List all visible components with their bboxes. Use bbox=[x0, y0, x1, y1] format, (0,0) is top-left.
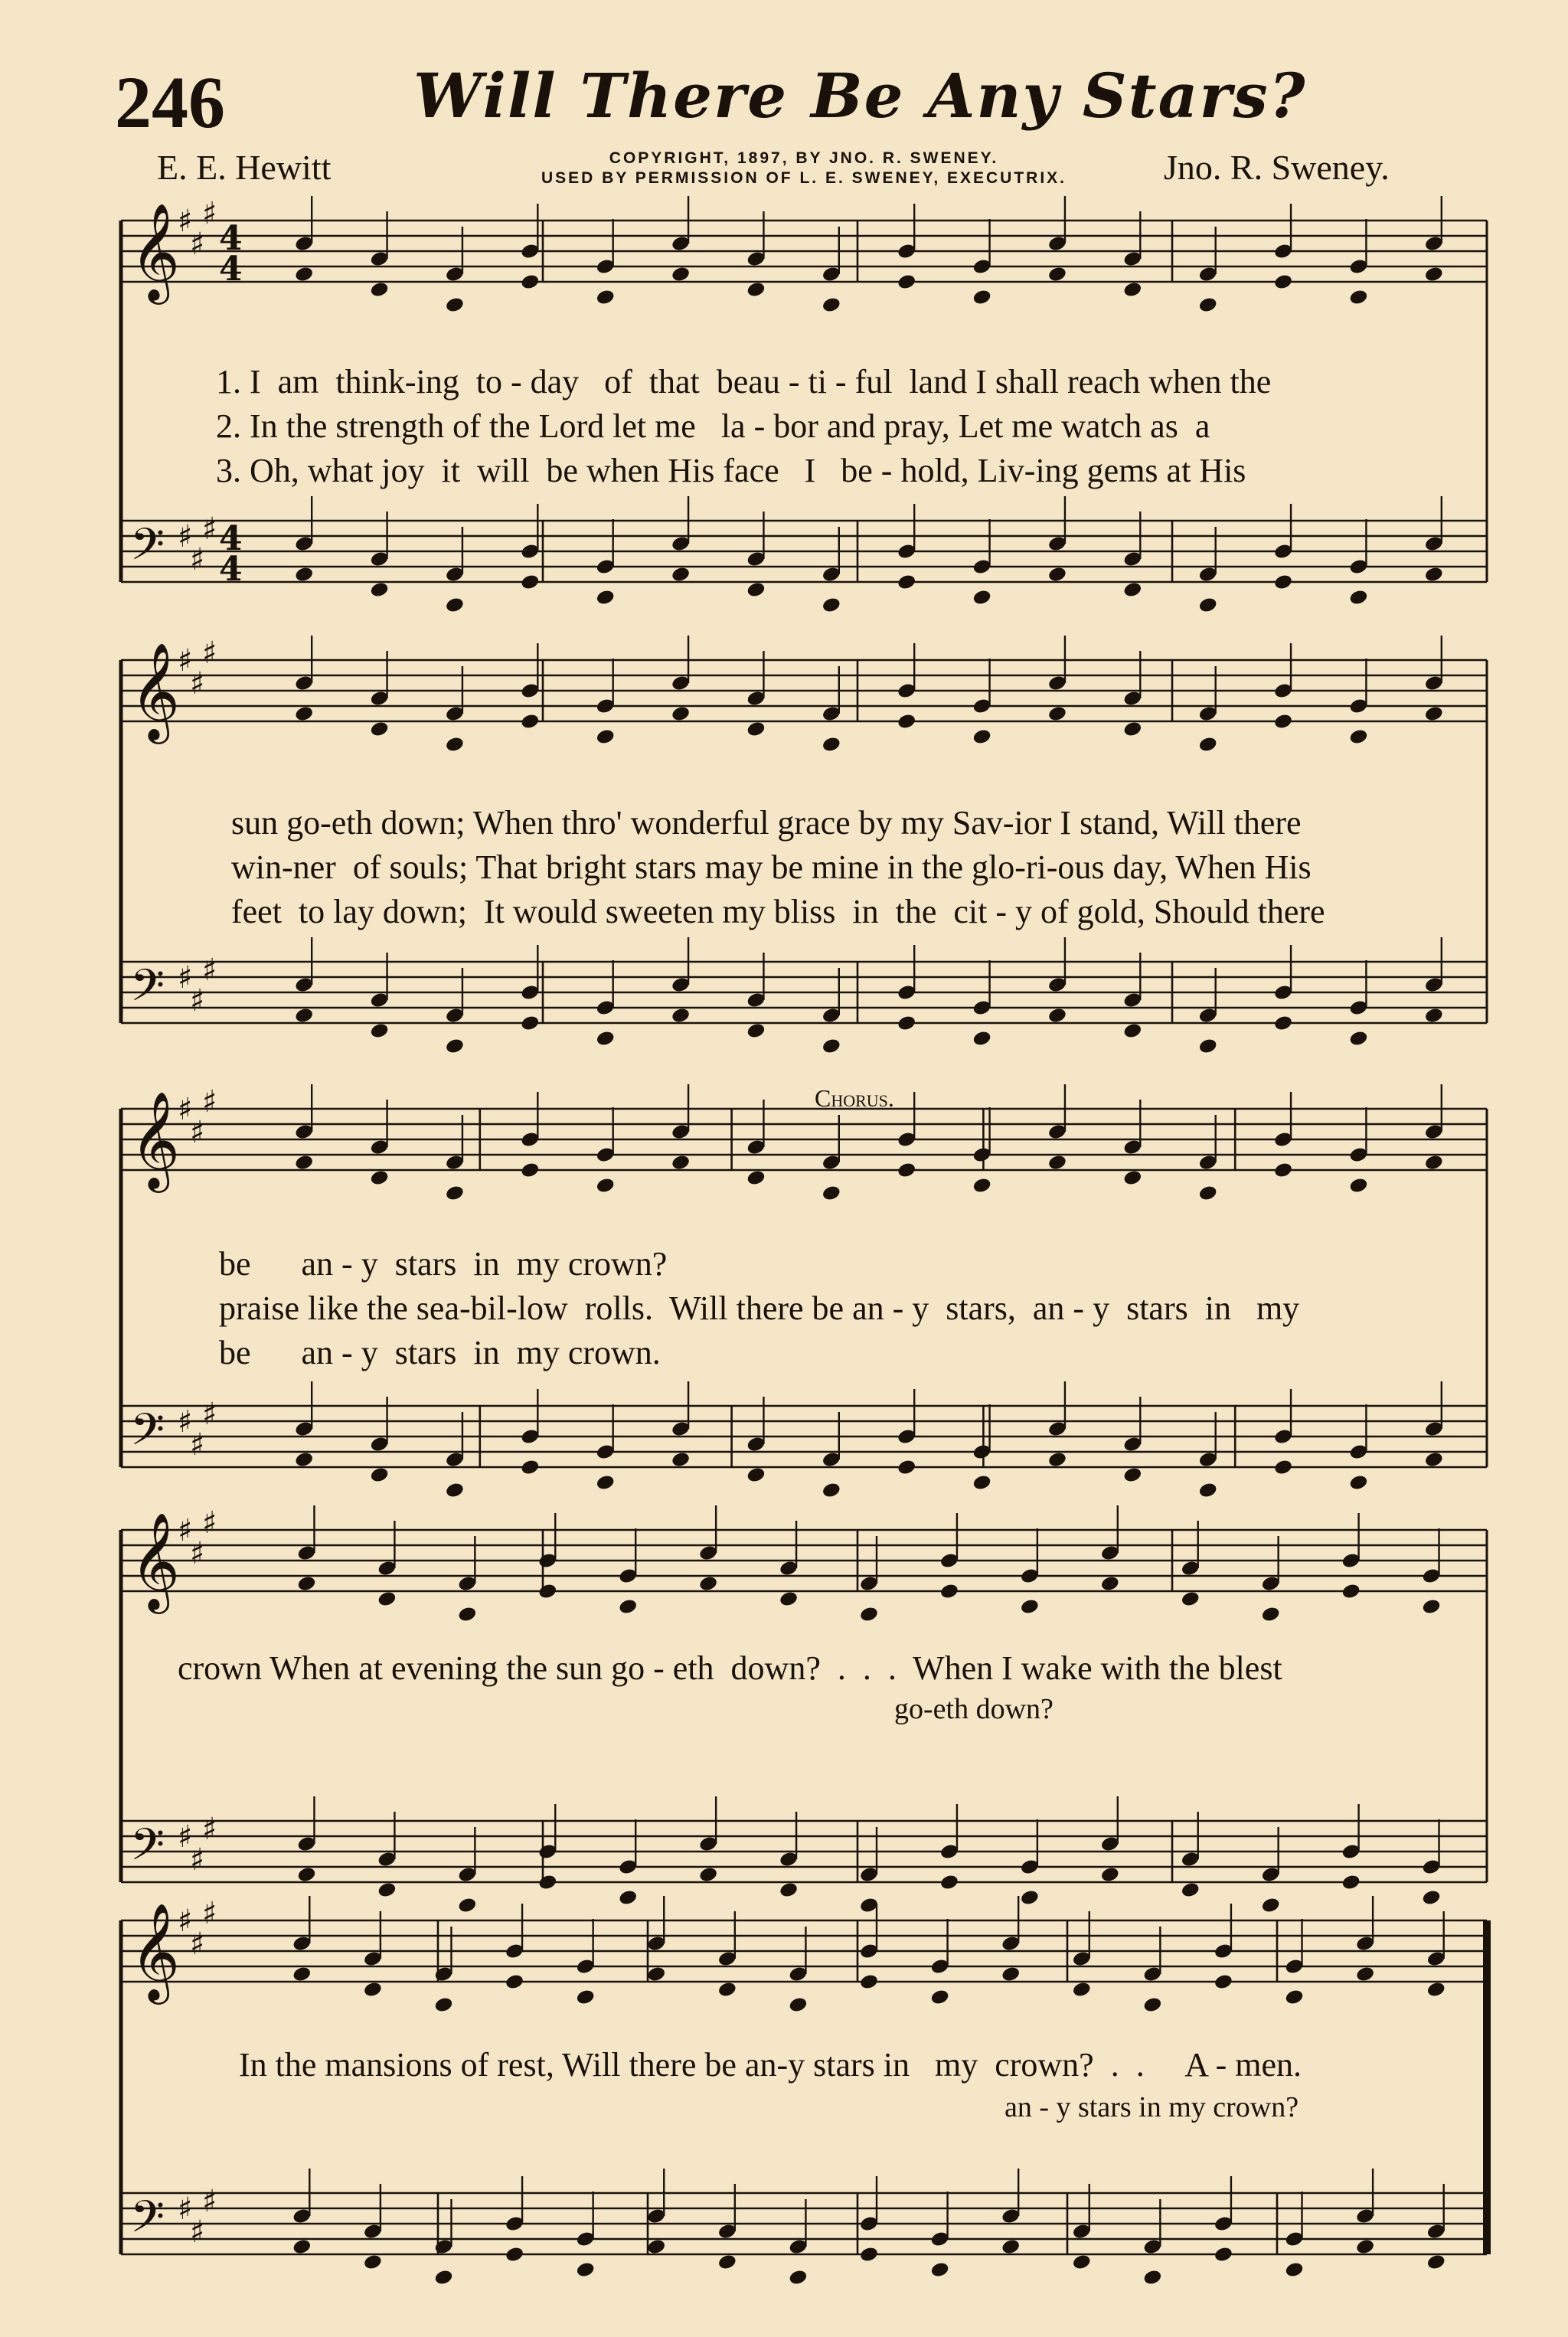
system-5-bass-notehead bbox=[717, 2254, 737, 2271]
system-2-treble-notehead bbox=[1198, 736, 1218, 753]
sharp-sign: ♯ bbox=[190, 1115, 205, 1150]
system-5-bass-notehead bbox=[1001, 2238, 1021, 2256]
system-3-treble-notehead bbox=[972, 1177, 991, 1195]
system-5-bass-notehead bbox=[859, 2246, 879, 2263]
verse-2-line-1: 2. In the strength of the Lord let me la - bor and pray, Let me watch as a bbox=[216, 407, 1210, 445]
system-1-bass-notehead bbox=[294, 566, 314, 583]
system-1-treble-notehead bbox=[520, 273, 540, 291]
system-5-treble-notehead bbox=[433, 1996, 453, 2014]
system-5-treble-notehead bbox=[576, 1989, 596, 2006]
lyricist: E. E. Hewitt bbox=[157, 148, 332, 187]
chorus-line-2: In the mansions of rest, Will there be an-y stars in my crown? . . A - men. bbox=[239, 2046, 1302, 2084]
verse-2-line-3: praise like the sea-bil-low rolls. Will there be an - y stars, an - y stars in my bbox=[219, 1289, 1300, 1327]
system-4-treble-clef: 𝄞 bbox=[130, 1512, 181, 1610]
system-4-treble-notehead bbox=[779, 1590, 799, 1608]
sharp-sign: ♯ bbox=[178, 1513, 193, 1548]
system-4-bass-notehead bbox=[537, 1874, 557, 1891]
sharp-sign: ♯ bbox=[202, 1397, 217, 1432]
system-5-treble-notehead bbox=[363, 1981, 383, 1999]
system-3-bass-notehead bbox=[1348, 1474, 1368, 1492]
chorus-alt-lyric-1: go-eth down? bbox=[894, 1693, 1054, 1725]
system-3-bass-notehead bbox=[1424, 1451, 1444, 1469]
system-3-treble-notehead bbox=[746, 1169, 766, 1187]
system-5-treble-notehead bbox=[1001, 1966, 1021, 1983]
system-1-treble-notehead bbox=[1122, 281, 1142, 299]
system-4-treble-notehead bbox=[1100, 1575, 1120, 1593]
system-4-treble-notehead bbox=[1421, 1598, 1441, 1616]
system-5-treble-clef: 𝄞 bbox=[130, 1902, 181, 2000]
system-5-bass-notehead bbox=[1142, 2269, 1162, 2286]
system-3-bass-notehead bbox=[596, 1474, 616, 1492]
system-2-bass-notehead bbox=[1273, 1015, 1293, 1032]
sharp-sign: ♯ bbox=[202, 636, 217, 671]
time-signature: 4 bbox=[219, 519, 243, 558]
system-2-bass-notehead bbox=[1348, 1030, 1368, 1048]
sharp-sign: ♯ bbox=[202, 196, 217, 231]
system-2-bass-notehead bbox=[897, 1015, 916, 1032]
system-3-bass-notehead bbox=[746, 1466, 766, 1484]
system-4-bass-notehead bbox=[939, 1874, 959, 1891]
hymn-title: Will There Be Any Stars? bbox=[413, 60, 1307, 132]
system-1-bass-notehead bbox=[746, 581, 766, 599]
system-1-bass-notehead bbox=[822, 597, 841, 614]
system-4-treble-notehead bbox=[859, 1606, 879, 1623]
system-1-bass-notehead bbox=[1424, 566, 1444, 583]
system-3-treble-notehead bbox=[822, 1185, 841, 1202]
system-1-treble-notehead bbox=[1273, 273, 1293, 291]
sharp-sign: ♯ bbox=[178, 960, 193, 995]
system-4-bass-notehead bbox=[377, 1881, 397, 1899]
system-1-treble-notehead bbox=[972, 289, 991, 306]
time-signature: 4 bbox=[219, 550, 243, 589]
system-3-bass-notehead bbox=[1273, 1459, 1293, 1476]
system-2-treble-notehead bbox=[972, 728, 991, 746]
sharp-sign: ♯ bbox=[178, 1092, 193, 1127]
system-3-treble-notehead bbox=[520, 1162, 540, 1179]
system-1-treble-notehead bbox=[1047, 266, 1067, 283]
sharp-sign: ♯ bbox=[178, 2192, 193, 2227]
system-2-treble-notehead bbox=[1348, 728, 1368, 746]
system-4-bass-notehead bbox=[296, 1866, 316, 1884]
system-1-bass-notehead bbox=[1273, 574, 1293, 591]
system-2-treble-notehead bbox=[596, 728, 616, 746]
system-3-treble-clef: 𝄞 bbox=[130, 1090, 181, 1188]
system-4-treble-notehead bbox=[296, 1575, 316, 1593]
chorus-label: Chorus. bbox=[815, 1084, 894, 1112]
verse-2-line-2: win-ner of souls; That bright stars may be mine in the glo-ri-ous day, When His bbox=[231, 848, 1312, 886]
system-3-bass-notehead bbox=[671, 1451, 691, 1469]
system-1-treble-notehead bbox=[1198, 296, 1218, 314]
system-2-treble-notehead bbox=[369, 721, 389, 738]
system-3-bass-notehead bbox=[897, 1459, 916, 1476]
system-5-treble-notehead bbox=[1355, 1966, 1375, 1983]
system-5-bass-notehead bbox=[646, 2238, 666, 2256]
system-4-bass-notehead bbox=[1100, 1866, 1120, 1884]
sharp-sign: ♯ bbox=[190, 227, 205, 262]
system-2-bass-notehead bbox=[445, 1038, 465, 1055]
sharp-sign: ♯ bbox=[190, 666, 205, 701]
system-4-treble-notehead bbox=[1181, 1590, 1200, 1608]
system-1-treble-notehead bbox=[369, 281, 389, 299]
system-5-bass-notehead bbox=[576, 2261, 596, 2279]
system-2-treble-notehead bbox=[746, 721, 766, 738]
time-signature: 4 bbox=[219, 250, 243, 289]
system-1-treble-notehead bbox=[596, 289, 616, 306]
system-2-bass-notehead bbox=[294, 1007, 314, 1025]
system-5-bass-notehead bbox=[363, 2254, 383, 2271]
system-1-treble-notehead bbox=[822, 296, 841, 314]
verse-1-line-3: be an - y stars in my crown? bbox=[219, 1245, 668, 1283]
system-5-treble-notehead bbox=[1072, 1981, 1092, 1999]
system-4-bass-notehead bbox=[1341, 1874, 1361, 1891]
system-3-treble-notehead bbox=[1047, 1154, 1067, 1172]
system-1-bass-notehead bbox=[520, 574, 540, 591]
system-4-treble-notehead bbox=[377, 1590, 397, 1608]
sharp-sign: ♯ bbox=[202, 1505, 217, 1541]
verse-3-line-3: be an - y stars in my crown. bbox=[219, 1334, 661, 1371]
system-1-treble-notehead bbox=[445, 296, 465, 314]
system-2-treble-clef: 𝄞 bbox=[130, 642, 181, 740]
system-1-treble-notehead bbox=[1424, 266, 1444, 283]
system-5-treble-notehead bbox=[1426, 1981, 1446, 1999]
system-4-treble-notehead bbox=[939, 1583, 959, 1600]
system-5-bass-notehead bbox=[505, 2246, 524, 2263]
system-2-bass-notehead bbox=[520, 1015, 540, 1032]
sharp-sign: ♯ bbox=[178, 204, 193, 239]
system-2-bass-notehead bbox=[596, 1030, 616, 1048]
system-2-bass-notehead bbox=[1122, 1022, 1142, 1040]
system-3-bass-notehead bbox=[445, 1482, 465, 1499]
sharp-sign: ♯ bbox=[202, 1084, 217, 1119]
system-5-treble-notehead bbox=[1214, 1973, 1233, 1991]
system-1-treble-notehead bbox=[897, 273, 916, 291]
system-3-treble-notehead bbox=[671, 1154, 691, 1172]
system-2-treble-notehead bbox=[520, 713, 540, 731]
system-5-bass-notehead bbox=[1355, 2238, 1375, 2256]
system-5-treble-notehead bbox=[1142, 1996, 1162, 2014]
system-3-bass-notehead bbox=[1047, 1451, 1067, 1469]
system-5-bass-clef: 𝄢 bbox=[130, 2191, 165, 2254]
system-2-bass-notehead bbox=[369, 1022, 389, 1040]
sharp-sign: ♯ bbox=[190, 1536, 205, 1571]
system-2-treble-notehead bbox=[671, 705, 691, 723]
system-2-bass-notehead bbox=[1047, 1007, 1067, 1025]
system-3-bass-notehead bbox=[1122, 1466, 1142, 1484]
system-1-bass-notehead bbox=[1047, 566, 1067, 583]
system-3-bass-notehead bbox=[294, 1451, 314, 1469]
sharp-sign: ♯ bbox=[202, 953, 217, 988]
system-3-treble-notehead bbox=[1198, 1185, 1218, 1202]
system-2-treble-notehead bbox=[1122, 721, 1142, 738]
system-4-treble-notehead bbox=[618, 1598, 638, 1616]
sharp-sign: ♯ bbox=[178, 1404, 193, 1440]
system-5-treble-notehead bbox=[505, 1973, 524, 1991]
sharp-sign: ♯ bbox=[202, 512, 217, 547]
system-4-bass-notehead bbox=[1181, 1881, 1200, 1899]
system-1-bass-notehead bbox=[445, 597, 465, 614]
system-3-bass-notehead bbox=[369, 1466, 389, 1484]
sharp-sign: ♯ bbox=[190, 1427, 205, 1463]
system-2-bass-notehead bbox=[1198, 1038, 1218, 1055]
system-2-bass-notehead bbox=[746, 1022, 766, 1040]
system-3-bass-clef: 𝄢 bbox=[130, 1404, 165, 1466]
system-1-bass-notehead bbox=[972, 589, 991, 606]
copyright-line: COPYRIGHT, 1897, BY JNO. R. SWENEY. bbox=[609, 149, 999, 167]
system-4-bass-clef: 𝄢 bbox=[130, 1819, 165, 1881]
system-1-bass-notehead bbox=[1348, 589, 1368, 606]
system-1-treble-notehead bbox=[1348, 289, 1368, 306]
time-signature: 4 bbox=[219, 219, 243, 258]
system-1-treble-notehead bbox=[671, 266, 691, 283]
system-1-bass-clef: 𝄢 bbox=[130, 518, 165, 581]
system-1-bass-notehead bbox=[1198, 597, 1218, 614]
system-3-treble-notehead bbox=[294, 1154, 314, 1172]
sharp-sign: ♯ bbox=[202, 1812, 217, 1847]
system-3-bass-notehead bbox=[520, 1459, 540, 1476]
system-5-bass-notehead bbox=[1426, 2254, 1446, 2271]
system-1-bass-notehead bbox=[897, 574, 916, 591]
system-4-treble-notehead bbox=[1020, 1598, 1040, 1616]
system-4-bass-notehead bbox=[457, 1897, 477, 1914]
system-2-treble-notehead bbox=[294, 705, 314, 723]
sharp-sign: ♯ bbox=[202, 2184, 217, 2219]
sharp-sign: ♯ bbox=[190, 2214, 205, 2250]
system-1-bass-notehead bbox=[1122, 581, 1142, 599]
system-5-treble-notehead bbox=[930, 1989, 950, 2006]
system-4-bass-notehead bbox=[698, 1866, 718, 1884]
system-1-treble-notehead bbox=[746, 281, 766, 299]
chorus-alt-lyric-2: an - y stars in my crown? bbox=[1004, 2091, 1299, 2123]
system-5-bass-notehead bbox=[1284, 2261, 1304, 2279]
system-4-bass-notehead bbox=[779, 1881, 799, 1899]
system-5-treble-notehead bbox=[717, 1981, 737, 1999]
system-2-treble-notehead bbox=[445, 736, 465, 753]
system-4-treble-notehead bbox=[457, 1606, 477, 1623]
system-3-treble-notehead bbox=[596, 1177, 616, 1195]
system-5-treble-notehead bbox=[1284, 1989, 1304, 2006]
system-2-treble-notehead bbox=[822, 736, 841, 753]
sharp-sign: ♯ bbox=[202, 1896, 217, 1931]
permission-line: USED BY PERMISSION OF L. E. SWENEY, EXECUTRIX. bbox=[541, 169, 1067, 187]
verse-3-line-1: 3. Oh, what joy it will be when His face I be - hold, Liv-ing gems at His bbox=[216, 452, 1246, 489]
sharp-sign: ♯ bbox=[178, 643, 193, 678]
sharp-sign: ♯ bbox=[178, 1904, 193, 1939]
system-5-bass-notehead bbox=[788, 2269, 808, 2286]
system-2-treble-notehead bbox=[1273, 713, 1293, 731]
system-2-bass-notehead bbox=[1424, 1007, 1444, 1025]
system-4-treble-notehead bbox=[698, 1575, 718, 1593]
system-4-bass-notehead bbox=[618, 1889, 638, 1907]
sharp-sign: ♯ bbox=[190, 983, 205, 1018]
system-5-treble-notehead bbox=[859, 1973, 879, 1991]
system-4-treble-notehead bbox=[1341, 1583, 1361, 1600]
verse-1-line-2: sun go-eth down; When thro' wonderful grace by my Sav-ior I stand, Will there bbox=[231, 804, 1302, 842]
system-4-bass-notehead bbox=[1020, 1889, 1040, 1907]
sharp-sign: ♯ bbox=[190, 542, 205, 577]
system-5-treble-notehead bbox=[646, 1966, 666, 1983]
system-5-bass-notehead bbox=[433, 2269, 453, 2286]
system-3-treble-notehead bbox=[1424, 1154, 1444, 1172]
system-2-bass-clef: 𝄢 bbox=[130, 959, 165, 1022]
sharp-sign: ♯ bbox=[190, 1927, 205, 1962]
system-1-treble-clef: 𝄞 bbox=[130, 202, 181, 300]
system-3-treble-notehead bbox=[1273, 1162, 1293, 1179]
chorus-line-1: crown When at evening the sun go - eth down? . . . When I wake with the blest bbox=[178, 1649, 1282, 1687]
system-5-treble-notehead bbox=[788, 1996, 808, 2014]
system-2-treble-notehead bbox=[1424, 705, 1444, 723]
verse-1-line-1: 1. I am think-ing to - day of that beau - ti - ful land I shall reach when the bbox=[216, 363, 1272, 400]
sharp-sign: ♯ bbox=[178, 1819, 193, 1855]
system-4-bass-notehead bbox=[1261, 1897, 1281, 1914]
system-2-treble-notehead bbox=[897, 713, 916, 731]
system-1-bass-notehead bbox=[369, 581, 389, 599]
system-4-bass-notehead bbox=[1421, 1889, 1441, 1907]
system-3-treble-notehead bbox=[897, 1162, 916, 1179]
system-1-bass-notehead bbox=[671, 566, 691, 583]
system-5-bass-notehead bbox=[292, 2238, 312, 2256]
system-5-bass-notehead bbox=[1214, 2246, 1233, 2263]
system-4-treble-notehead bbox=[537, 1583, 557, 1600]
system-1-treble-notehead bbox=[294, 266, 314, 283]
system-3-bass-notehead bbox=[822, 1482, 841, 1499]
system-2-bass-notehead bbox=[671, 1007, 691, 1025]
system-1-bass-notehead bbox=[596, 589, 616, 606]
composer: Jno. R. Sweney. bbox=[1164, 148, 1390, 187]
system-5-bass-notehead bbox=[930, 2261, 950, 2279]
system-3-treble-notehead bbox=[445, 1185, 465, 1202]
sharp-sign: ♯ bbox=[190, 1842, 205, 1878]
hymn-number: 246 bbox=[115, 61, 225, 143]
sharp-sign: ♯ bbox=[178, 519, 193, 554]
system-4-treble-notehead bbox=[1261, 1606, 1281, 1623]
system-3-treble-notehead bbox=[369, 1169, 389, 1187]
verse-3-line-2: feet to lay down; It would sweeten my bliss in the cit - y of gold, Should there bbox=[231, 893, 1325, 930]
system-3-treble-notehead bbox=[1122, 1169, 1142, 1187]
system-2-bass-notehead bbox=[822, 1038, 841, 1055]
system-2-bass-notehead bbox=[972, 1030, 991, 1048]
system-3-bass-notehead bbox=[972, 1474, 991, 1492]
system-5-treble-notehead bbox=[292, 1966, 312, 1983]
system-2-treble-notehead bbox=[1047, 705, 1067, 723]
system-5-bass-notehead bbox=[1072, 2254, 1092, 2271]
system-3-bass-notehead bbox=[1198, 1482, 1218, 1499]
system-3-treble-notehead bbox=[1348, 1177, 1368, 1195]
